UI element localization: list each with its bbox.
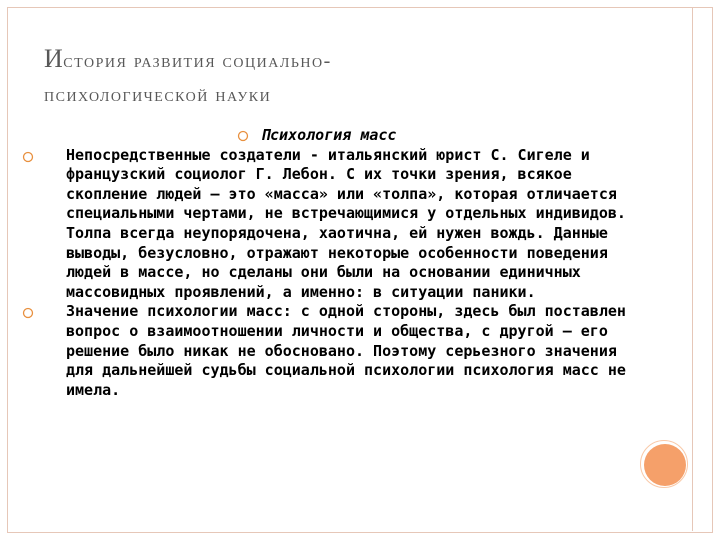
title-line-2	[44, 78, 684, 113]
slide-title	[44, 42, 684, 113]
slide-body	[66, 126, 626, 400]
title-line-2-text: психологической науки	[44, 84, 272, 106]
circle-bullet-icon	[22, 307, 34, 319]
title-line-1-text: стория развития социально-	[63, 50, 332, 72]
bullet-paragraph-2	[66, 302, 626, 400]
frame-divider	[692, 7, 693, 531]
bullet-paragraph-1	[66, 146, 626, 303]
title-initial: И	[44, 44, 64, 73]
subheading-item	[66, 126, 626, 146]
paragraph-text: Значение психологии масс: с одной стороны, здесь был поставлен вопрос о взаимоотношении личности и общества, с другой – его решение было никак не обосновано. Поэтому серьезного значения для дальнейшей судьбы социальной психологии психология масс не имела.	[66, 302, 626, 399]
title-line-1	[44, 42, 684, 78]
orange-circle-icon	[644, 444, 686, 486]
circle-bullet-icon	[237, 130, 249, 142]
paragraph-text: Непосредственные создатели - итальянский юрист С. Сигеле и французский социолог Г. Лебон. С их точки зрения, всякое скопление людей – это «масса» или «толпа», которая отличается специальными чертами, не встречающимися у отдельных индивидов. Толпа всегда неупорядочена, хаотична, ей нужен вождь. Данные выводы, безусловно, отражают некоторые особенности поведения людей в массе, но сделаны они были на основании единичных массовидных проявлений, а именно: в ситуации паники.	[66, 145, 626, 301]
circle-bullet-icon	[22, 151, 34, 163]
subheading-text: Психология масс	[261, 126, 397, 144]
